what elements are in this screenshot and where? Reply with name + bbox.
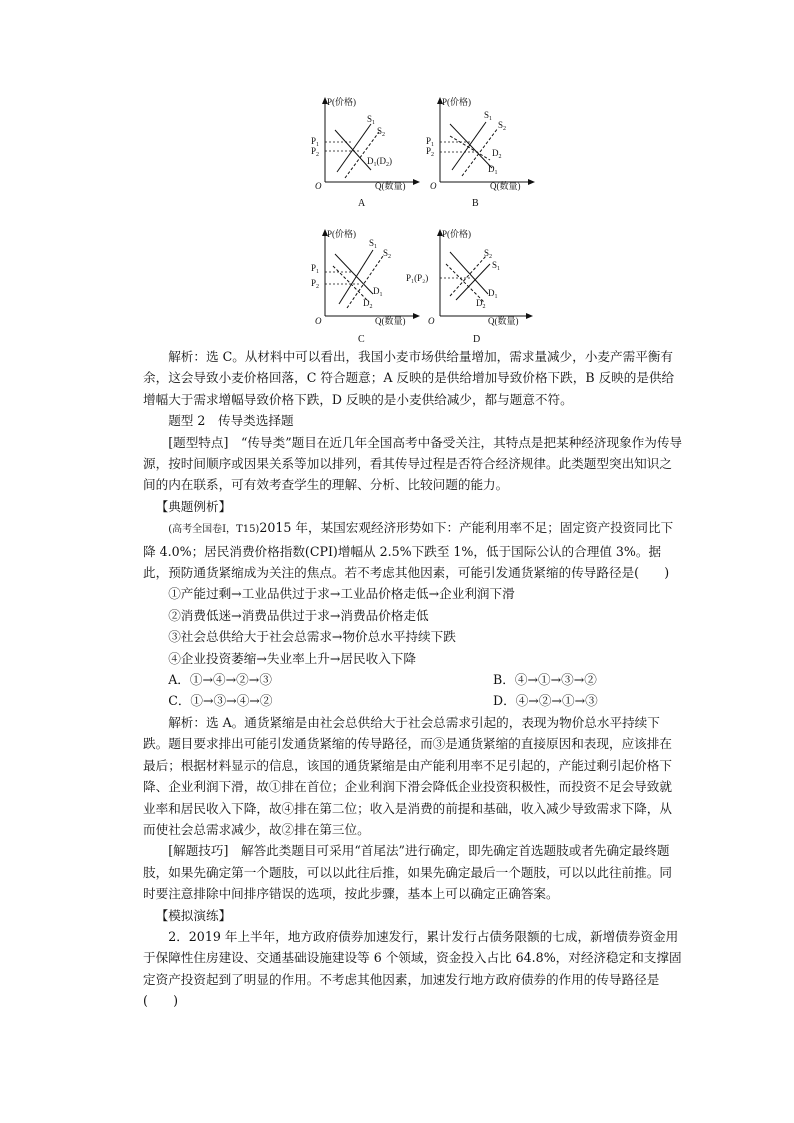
tips-text: 解答此类题目可采用“首尾法”进行确定，即先确定首选题肢或者先确定最终题肢，如果先确定第一个题肢，可以以此往后推，如果先确定最后一个题肢，可以以此往前推。同时要注意排除中间排序错误的选项，按此步骤，基本上可以确定正确答案。 [143,843,672,902]
s1-label: $S_1$ [367,114,376,126]
origin-label: O [315,316,322,326]
origin-label: O [315,181,322,191]
y-axis-label: P(价格) [327,229,356,239]
diagram-caption: A [358,198,366,209]
analysis-paragraph-2: 解析：选 A。通货紧缩是由社会总供给大于社会总需求引起的，表现为物价总水平持续下跌。题目要求排出可能引发通货紧缩的传导路径，而③是通货紧缩的直接原因和表现，应该排在最后；根据材料显示的信息，该国的通货紧缩是由产能利用率不足引起的，产能过剩引起价格下降、企业利润下滑，故①排在首位；企业利润下滑会降低企业投资积极性，而投资不足会导致就业率和居民收入下降，故④排在第二位；收入是消费的前提和基础，收入减少导致需求下降，从而使社会总需求减少，故②排在第三位。 [143,714,672,837]
list-item: ④企业投资萎缩→失业率上升→居民收入下降 [168,650,416,666]
features-text: “传导类”题目在近几年全国高考中备受关注，其特点是把某种经济现象作为传导源，按时间顺序或因果关系等加以排列，看其传导过程是否符合经济规律。此类题型突出知识之间的内在联系，可有效考查学生的理解、分析、比较问题的能力。 [143,434,683,493]
s1-label: $S_1$ [369,238,378,250]
supply-curve-s2 [450,256,486,296]
option-d: D．④→②→①→③ [493,693,598,709]
d2-label: $D_2$ [476,298,486,310]
s1-label: $S_1$ [484,110,493,122]
p2-label: $P_2$ [311,146,320,158]
supply-demand-graph-b [420,94,540,209]
diagram-caption: C [358,334,365,345]
x-axis-label: Q(数量) [490,181,521,191]
supply-demand-graph-a [305,94,425,209]
demand-curve-d1 [450,252,488,294]
x-axis-label: Q(数量) [488,316,519,326]
features-paragraph [143,432,683,496]
supply-demand-graph-d [406,226,536,345]
d2-label: $D_2$ [492,148,502,160]
origin-label: O [430,181,437,191]
y-axis-label: P(价格) [327,97,356,107]
option-b: B．④→①→③→② [493,672,597,688]
tips-paragraph [143,840,683,904]
features-label: [题型特点] [168,434,229,450]
y-axis-label: P(价格) [442,229,471,239]
d2-label: $D_2$ [363,298,373,310]
practice-heading: 【模拟演练】 [155,907,232,923]
option-a: A．①→④→②→③ [168,672,272,688]
p1-p2-label: P₁(P₂) [406,273,429,283]
p2-label: $P_2$ [311,278,320,290]
demand-curve-d1 [450,124,492,168]
list-item: ②消费低迷→消费品供过于求→消费品价格走低 [168,607,429,623]
s2-label: $S_2$ [498,120,507,132]
d1-label: $D_1$ [488,288,498,300]
diagram-d [406,226,536,346]
list-item: ①产能过剩→工业品供过于求→工业品价格走低→企业利润下滑 [168,586,515,602]
diagram-b [420,94,540,210]
s2-label: $S_2$ [383,248,392,260]
options-grid [143,669,683,712]
supply-curve-s1 [456,264,490,300]
question-2: 2．2019 年上半年，地方政府债券加速发行，累计发行占债务限额的七成，新增债券资金用于保障性住房建设、交通基础设施建设等 6 个领域，资金投入占比 64.8%，对经济稳定和支撑固定资产投资起到了明显的作用。不考虑其他因素，加速发行地方政府债券的作用的传导路径是( ) [143,928,682,1009]
analysis-paragraph-1: 解析：选 C。从材料中可以看出，我国小麦市场供给量增加，需求量减少，小麦产需平衡有余，这会导致小麦价格回落，C 符合题意；A 反映的是供给增加导致价格下跌，B 反映的是供给增幅大于需求增幅导致价格下跌，D 反映的是小麦供给减少，都与题意不符。 [143,349,675,407]
diagram-caption: B [472,198,479,209]
s2-label: $S_2$ [377,126,386,138]
body-text [143,346,683,1012]
example-heading: 【典题例析】 [155,498,232,514]
list-item: ③社会总供给大于社会总需求→物价总水平持续下跌 [168,629,456,645]
example-paragraph [143,517,683,583]
p2-label: $P_2$ [426,146,435,158]
s2-label: $S_2$ [484,248,493,260]
d-label: $D_1(D_2)$ [367,156,392,168]
origin-label: O [428,316,435,326]
p1-label: $P_1$ [311,136,320,148]
s1-label: $S_1$ [492,260,501,272]
example-source: (高考全国卷Ⅰ，T15) [168,524,260,536]
d1-label: $D_1$ [488,164,498,176]
x-axis-label: Q(数量) [375,316,406,326]
x-axis-label: Q(数量) [375,181,406,191]
d1-label: $D_1$ [373,286,383,298]
demand-curve-d2 [450,136,490,160]
p1-label: $P_1$ [426,136,435,148]
diagram-a [305,94,425,210]
section-title-type2: 题型 2 传导类选择题 [168,413,294,429]
y-axis-label: P(价格) [442,97,471,107]
example-text: 2015 年，某国宏观经济形势如下：产能利用率不足；固定资产投资同比下降 4.0%；居民消费价格指数(CPI)增幅从 2.5%下跌至 1%，低于国际公认的合理值 3%。据此，预防通货紧缩成为关注的焦点。若不考虑其他因素，可能引发通货紧缩的传导路径是( ) [143,520,674,581]
p1-label: $P_1$ [311,263,320,275]
diagram-caption: D [473,334,481,345]
supply-curve-s2 [345,132,379,178]
tips-label: [解题技巧] [168,843,229,859]
option-c: C．①→③→④→② [168,693,273,709]
supply-curve-s1 [452,122,486,170]
